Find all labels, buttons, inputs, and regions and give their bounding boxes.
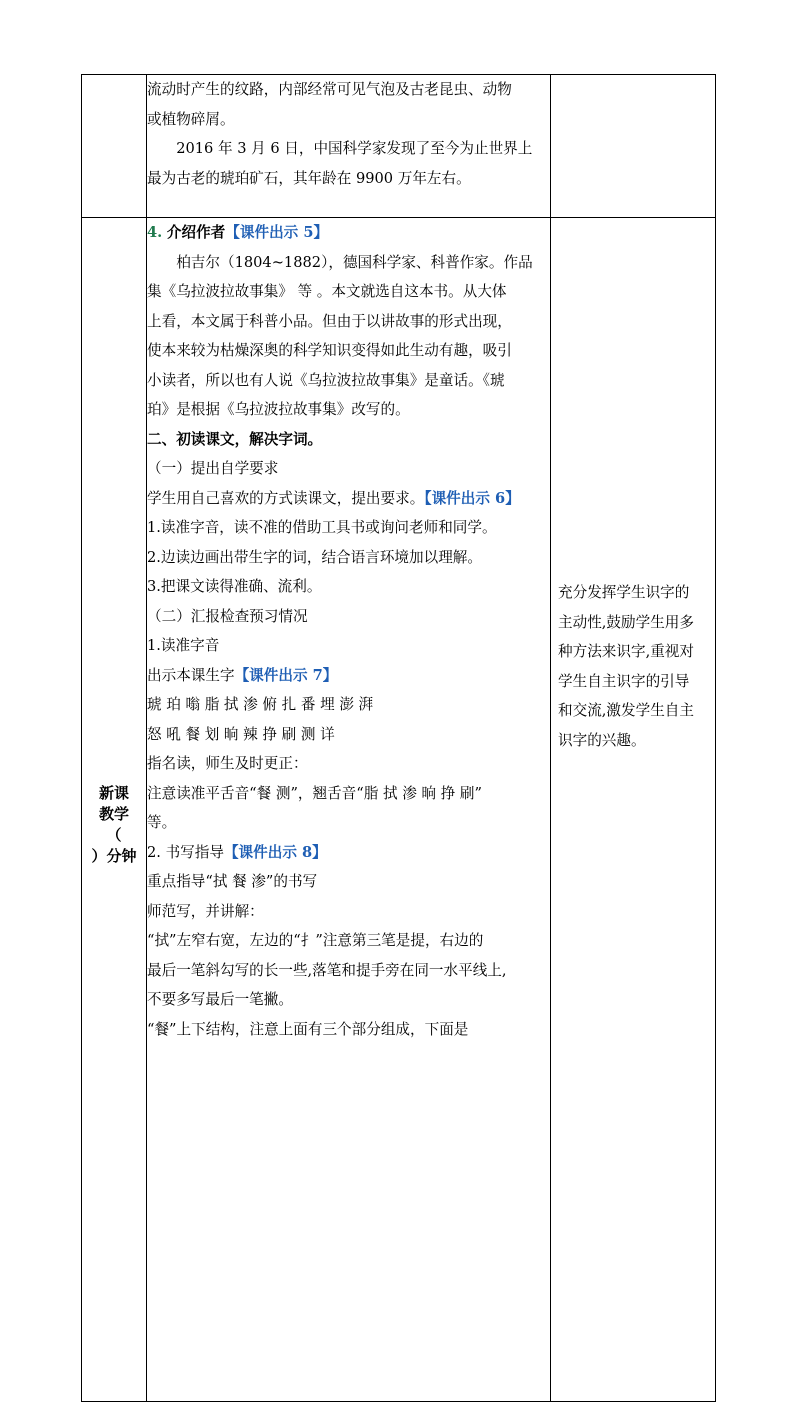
section-label-cell bbox=[82, 218, 147, 1402]
heading-text: 介绍作者 bbox=[166, 224, 226, 241]
text-line: 或植物碎屑。 bbox=[147, 110, 235, 128]
text-span: 出示本课生字 bbox=[147, 666, 235, 684]
text-line: 重点指导“拭 餐 渗”的书写 bbox=[147, 873, 318, 890]
lesson-plan-table bbox=[81, 74, 716, 1402]
section-label-line: （ bbox=[106, 825, 122, 844]
slide-ref: 【课件出示 5】 bbox=[225, 224, 329, 241]
list-item: 2.边读边画出带生字的词，结合语言环境加以理解。 bbox=[147, 548, 482, 566]
text-line: 柏吉尔（1804~1882），德国科学家、科普作家。作品 bbox=[176, 253, 533, 271]
design-intent-cell bbox=[551, 218, 716, 1402]
text-line: 珀》是根据《乌拉波拉故事集》改写的。 bbox=[147, 401, 410, 418]
text-line: 集《乌拉波拉故事集》 等 。本文就选自这本书。从大体 bbox=[147, 283, 507, 300]
text-line: “餐”上下结构，注意上面有三个部分组成，下面是 bbox=[147, 1020, 469, 1038]
text-line: 使本来较为枯燥深奥的科学知识变得如此生动有趣，吸引 bbox=[147, 342, 512, 359]
text-line bbox=[147, 661, 550, 691]
design-intent-cell bbox=[551, 75, 716, 218]
list-item: 1.读准字音，读不准的借助工具书或询问老师和同学。 bbox=[147, 519, 497, 536]
text-span: 2. 书写指导 bbox=[147, 843, 224, 861]
text-line: 最后一笔斜勾写的长一些,落笔和提手旁在同一水平线上, bbox=[147, 961, 507, 979]
character-list: 琥 珀 嗡 脂 拭 渗 俯 扎 番 埋 澎 湃 bbox=[147, 696, 374, 713]
text-line: 不要多写最后一笔撇。 bbox=[147, 991, 293, 1008]
side-note-line: 学生自主识字的引导 bbox=[558, 672, 690, 690]
table-row bbox=[82, 75, 716, 218]
side-note-line: 主动性,鼓励学生用多 bbox=[558, 613, 694, 631]
content-cell bbox=[147, 218, 551, 1402]
text-line: 注意读准平舌音“餐 测”，翘舌音“脂 拭 渗 晌 挣 刷” bbox=[147, 784, 482, 802]
heading-introduce-author bbox=[147, 218, 550, 248]
text-line: 2016 年 3 月 6 日，中国科学家发现了至今为止世界上 bbox=[176, 140, 533, 157]
slide-ref: 【课件出示 6】 bbox=[424, 489, 520, 507]
side-note-line: 识字的兴趣。 bbox=[558, 731, 646, 749]
list-item: 1.读准字音 bbox=[147, 637, 220, 654]
list-item bbox=[147, 838, 550, 868]
content-cell bbox=[147, 75, 551, 218]
text-line: 最为古老的琥珀矿石，其年龄在 9900 万年左右。 bbox=[147, 169, 471, 187]
section-label-line: ）分钟 bbox=[91, 846, 137, 865]
table-row bbox=[82, 218, 716, 1402]
text-line bbox=[147, 484, 550, 514]
slide-ref: 【课件出示 8】 bbox=[223, 843, 327, 861]
text-line: 等。 bbox=[147, 814, 177, 831]
subheading: （二）汇报检查预习情况 bbox=[147, 607, 308, 625]
text-line: 流动时产生的纹路，内部经常可见气泡及古老昆虫、动物 bbox=[147, 81, 512, 98]
list-item: 3.把课文读得准确、流利。 bbox=[147, 578, 322, 595]
side-note-line: 和交流,激发学生自主 bbox=[558, 702, 694, 719]
text-line: 师范写，并讲解： bbox=[147, 902, 264, 920]
section-label-line: 教学 bbox=[98, 804, 129, 823]
section-heading: 二、初读课文，解决字词。 bbox=[147, 430, 323, 448]
text-line: 上看，本文属于科普小品。但由于以讲故事的形式出现， bbox=[147, 312, 512, 330]
side-note-line: 充分发挥学生识字的 bbox=[558, 584, 690, 601]
section-label-cell bbox=[82, 75, 147, 218]
section-label-line: 新课 bbox=[98, 783, 129, 802]
subheading: （一）提出自学要求 bbox=[147, 460, 279, 477]
text-line: 指名读，师生及时更正： bbox=[147, 755, 308, 772]
text-span: 学生用自己喜欢的方式读课文，提出要求。 bbox=[147, 489, 425, 507]
text-line: “拭”左窄右宽，左边的“扌”注意第三笔是提，右边的 bbox=[147, 932, 484, 949]
side-note-line: 种方法来识字,重视对 bbox=[558, 643, 694, 660]
text-line: 小读者，所以也有人说《乌拉波拉故事集》是童话。《琥 bbox=[147, 371, 505, 389]
heading-number: 4. bbox=[147, 224, 163, 241]
character-list: 怒 吼 餐 划 晌 辣 挣 刷 测 详 bbox=[147, 725, 335, 743]
slide-ref: 【课件出示 7】 bbox=[234, 666, 338, 684]
